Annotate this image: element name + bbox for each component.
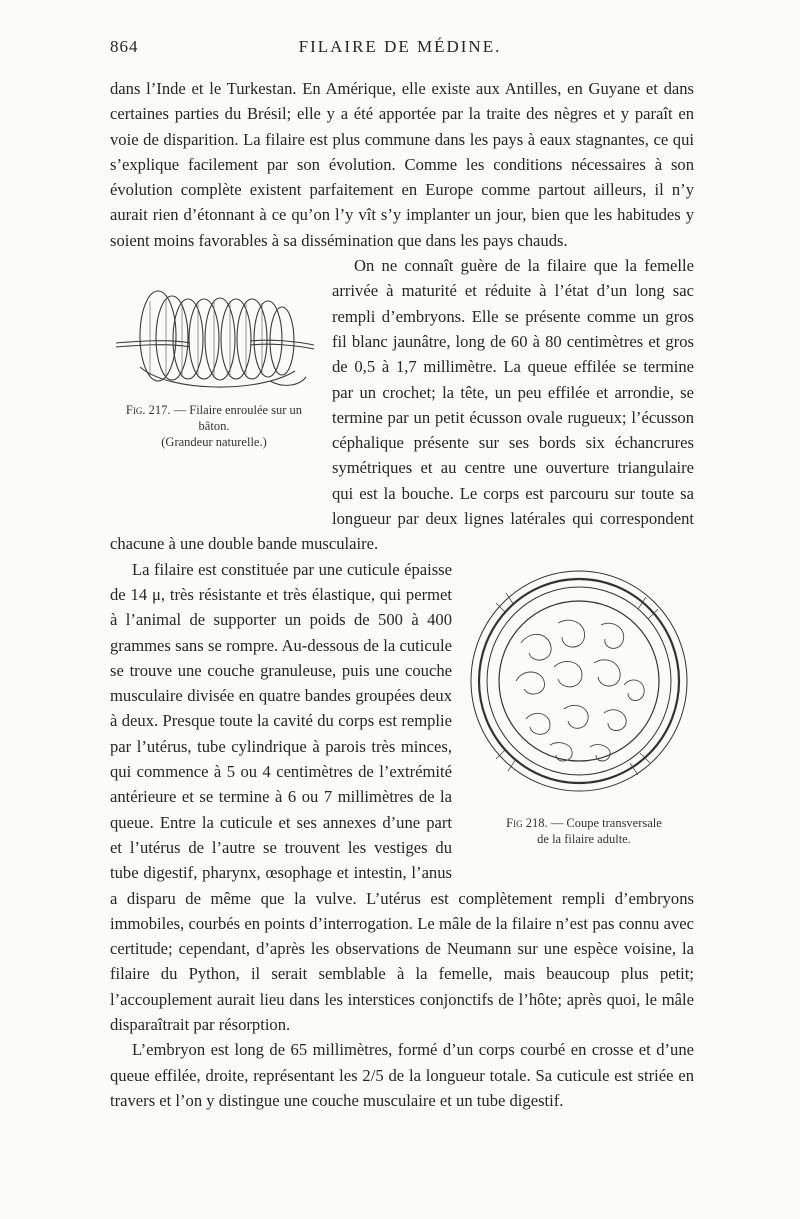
- running-header: [0, 37, 800, 63]
- paragraph-4: L’embryon est long de 65 millimètres, formé d’un corps courbé en crosse et d’une queue effilée, droite, représentant les 2/5 de la longueur totale. Sa cuticule est striée en travers et l’on y distingue une couche musculaire et un tube digestif.: [110, 1040, 694, 1110]
- running-title: FILAIRE DE MÉDINE.: [298, 37, 502, 56]
- figure-218-label: Fig 218.: [506, 815, 548, 830]
- cross-section-illustration: [466, 563, 692, 813]
- figure-218: [466, 557, 694, 868]
- figure-218-caption-note: de la filaire adulte.: [537, 831, 631, 846]
- figure-218-caption: [476, 815, 692, 847]
- figure-217-caption: [110, 402, 318, 450]
- figure-217-caption-note: (Grandeur naturelle.): [161, 435, 267, 450]
- page-number: 864: [110, 37, 139, 56]
- body-text: [110, 76, 694, 1113]
- paragraph-2: On ne connaît guère de la filaire que la femelle arrivée à maturité et réduite à l’état d’un long sac rempli d’embryons. Elle se présente comme un gros fil blanc jaunâtre, long de 60 à 80 centimètres et gros de 0,5 à 1,7 millimètre. La queue effilée se termine par un crochet; la tête, un peu effilée et arrondie, se termine par un petit écusson ovale rugueux; l’écusson céphalique présente sur ses bords six échancrures symétriques et au centre une ouverture triangulaire qui est la bouche. Le corps est parcouru sur toute sa longueur par deux lignes latérales qui correspondent chacune à une double bande musculaire.: [110, 256, 694, 554]
- paragraph-3: La filaire est constituée par une cuticule épaisse de 14 μ, très résistante et très élastique, qui permet à l’animal de supporter un poids de 500 à 400 grammes sans se rompre. Au-dessous de la cuticule se trouve une couche granuleuse, puis une couche musculaire divisée en quatre bandes groupées deux à deux. Presque toute la cavité du corps est remplie par l’utérus, tube cylindrique à parois très minces, qui commence à 5 ou 4 centimètres de l’extrémité antérieure et se termine à 6 ou 7 millimètres de la queue. Entre la cuticule et ses annexes d’une part et l’utérus de l’autre se trouvent les vestiges du tube digestif, pharynx, œsophage et intestin, l’anus a disparu de même que la vulve. L’utérus est complètement rempli d’embryons immobiles, courbés en points d’interrogation. Le mâle de la filaire n’est pas connu avec certitude; cependant, d’après les observations de Neumann sur une espèce voisine, la filaire du Python, il serait semblable à la femelle, mais beaucoup plus petit; l’accouplement aurait lieu dans les interstices conjonctifs de l’hôte; après quoi, le mâle disparaîtrait par résorption.: [110, 559, 694, 1034]
- figure-217-label: Fig. 217.: [125, 403, 171, 418]
- figure-218-caption-text: — Coupe transversale: [550, 815, 662, 830]
- coiled-worm-illustration: [110, 281, 316, 399]
- figure-217: [110, 281, 318, 517]
- figure-217-caption-text: — Filaire enroulée sur un bâton.: [173, 403, 303, 434]
- paragraph-1: dans l’Inde et le Turkestan. En Amérique, elle existe aux Antilles, en Guyane et dans certaines parties du Brésil; elle y a été apportée par la traite des nègres et y paraît en voie de disparition. La filaire est plus commune dans les pays à eaux stagnantes, ce qui s’explique facilement par son évolution. Comme les conditions nécessaires à son évolution complète existent parfaitement en Europe comme partout ailleurs, il n’y aurait rien d’étonnant à ce qu’on l’y vît s’y implanter un jour, bien que les habitudes y soient moins favorables à sa dissémination que dans les pays chauds.: [110, 79, 694, 250]
